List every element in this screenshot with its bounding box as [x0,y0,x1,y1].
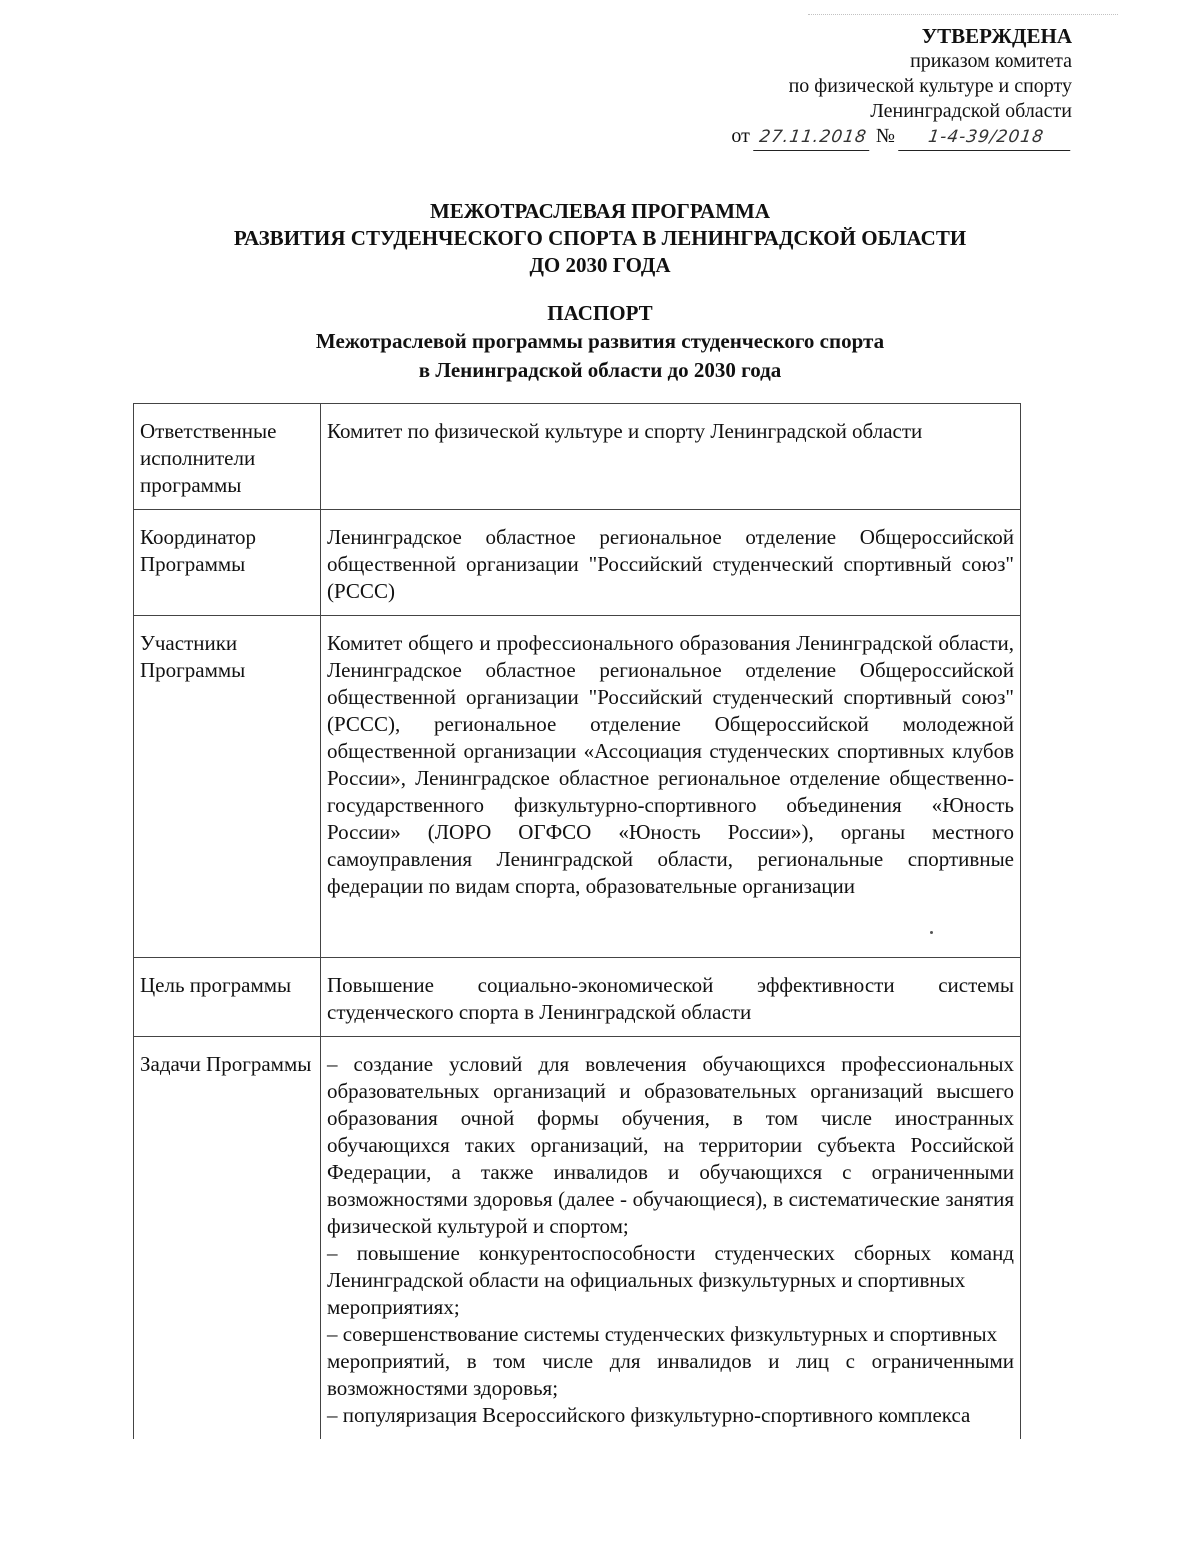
task-item: мероприятиях; [327,1295,460,1319]
row-label: Ответственные исполнители программы [134,404,321,510]
scan-noise [808,14,1118,19]
row-label: Задачи Программы [134,1037,321,1440]
row-value: Ленинградское областное региональное отделение Общероссийской общественной организации "Российский студенческий спортивный союз" (РССС) [321,510,1021,616]
document-title-line: РАЗВИТИЯ СТУДЕНЧЕСКОГО СПОРТА В ЛЕНИНГРАДСКОЙ ОБЛАСТИ [233,226,967,250]
passport-table [133,403,1021,1439]
table-row [134,958,1021,1037]
task-item: – повышение конкурентоспособности студенческих сборных команд Ленинградской области на официальных физкультурных и спортивных [327,1241,1014,1292]
document-title-line: МЕЖОТРАСЛЕВАЯ ПРОГРАММА [429,199,771,223]
table-row [134,616,1021,958]
row-value: Комитет по физической культуре и спорту Ленинградской области [321,404,1021,510]
date-prefix: от [731,125,750,147]
approval-date-line [552,124,1072,151]
handwritten-date: 27.11.2018 [753,125,873,151]
handwritten-number: 1-4-39/2018 [898,125,1074,151]
document-title-block [0,198,1200,385]
row-value: Комитет общего и профессионального образования Ленинградской области, Ленинградское областное региональное отделение Общероссийской общественной организации "Российский студенческий спортивный союз" (РССС), региональное отделение Общероссийской молодежной общественной организации «Ассоциация студенческих спортивных клубов России», Ленинградское областное региональное отделение общественно-государственного физкультурно-спортивного объединения «Юность России» (ЛОРО ОГФСО «Юность России»), органы местного самоуправления Ленинградской области, региональные спортивные федерации по видам спорта, образовательные организации [321,616,1021,958]
task-item: – совершенствование системы студенческих физкультурных и спортивных [327,1322,998,1346]
row-value: Повышение социально-экономической эффективности системы студенческого спорта в Ленинградской области [321,958,1021,1037]
approval-stamp [552,24,1072,151]
row-value-list [321,1037,1021,1440]
row-label: Цель программы [134,958,321,1037]
document-title-line: ДО 2030 ГОДА [529,253,671,277]
scan-speck [930,931,933,934]
task-item: – создание условий для вовлечения обучающихся профессиональных образовательных организаций и образовательных организаций высшего образования очной формы обучения, в том числе иностранных обучающихся таких организаций, на территории субъекта Российской Федерации, а также инвалидов и обучающихся с ограниченными возможностями здоровья (далее - обучающиеся), в систематические занятия физической культурой и спортом; [327,1052,1014,1238]
row-label: Координатор Программы [134,510,321,616]
passport-subtitle: в Ленинградской области до 2030 года [418,358,782,382]
approval-line: приказом комитета [910,50,1072,72]
passport-subtitle: Межотраслевой программы развития студенческого спорта [315,329,885,353]
table-row [134,1037,1021,1440]
task-item: мероприятий, в том числе для инвалидов и лиц с ограниченными возможностями здоровья; [327,1349,1014,1400]
passport-heading: ПАСПОРТ [547,301,653,325]
number-prefix: № [875,125,895,147]
table-row [134,510,1021,616]
approval-heading: УТВЕРЖДЕНА [921,24,1072,48]
approval-line: по физической культуре и спорту [788,75,1072,97]
approval-line: Ленинградской области [870,100,1072,122]
row-label: Участники Программы [134,616,321,958]
task-item: – популяризация Всероссийского физкультурно-спортивного комплекса [327,1403,971,1427]
table-row [134,404,1021,510]
